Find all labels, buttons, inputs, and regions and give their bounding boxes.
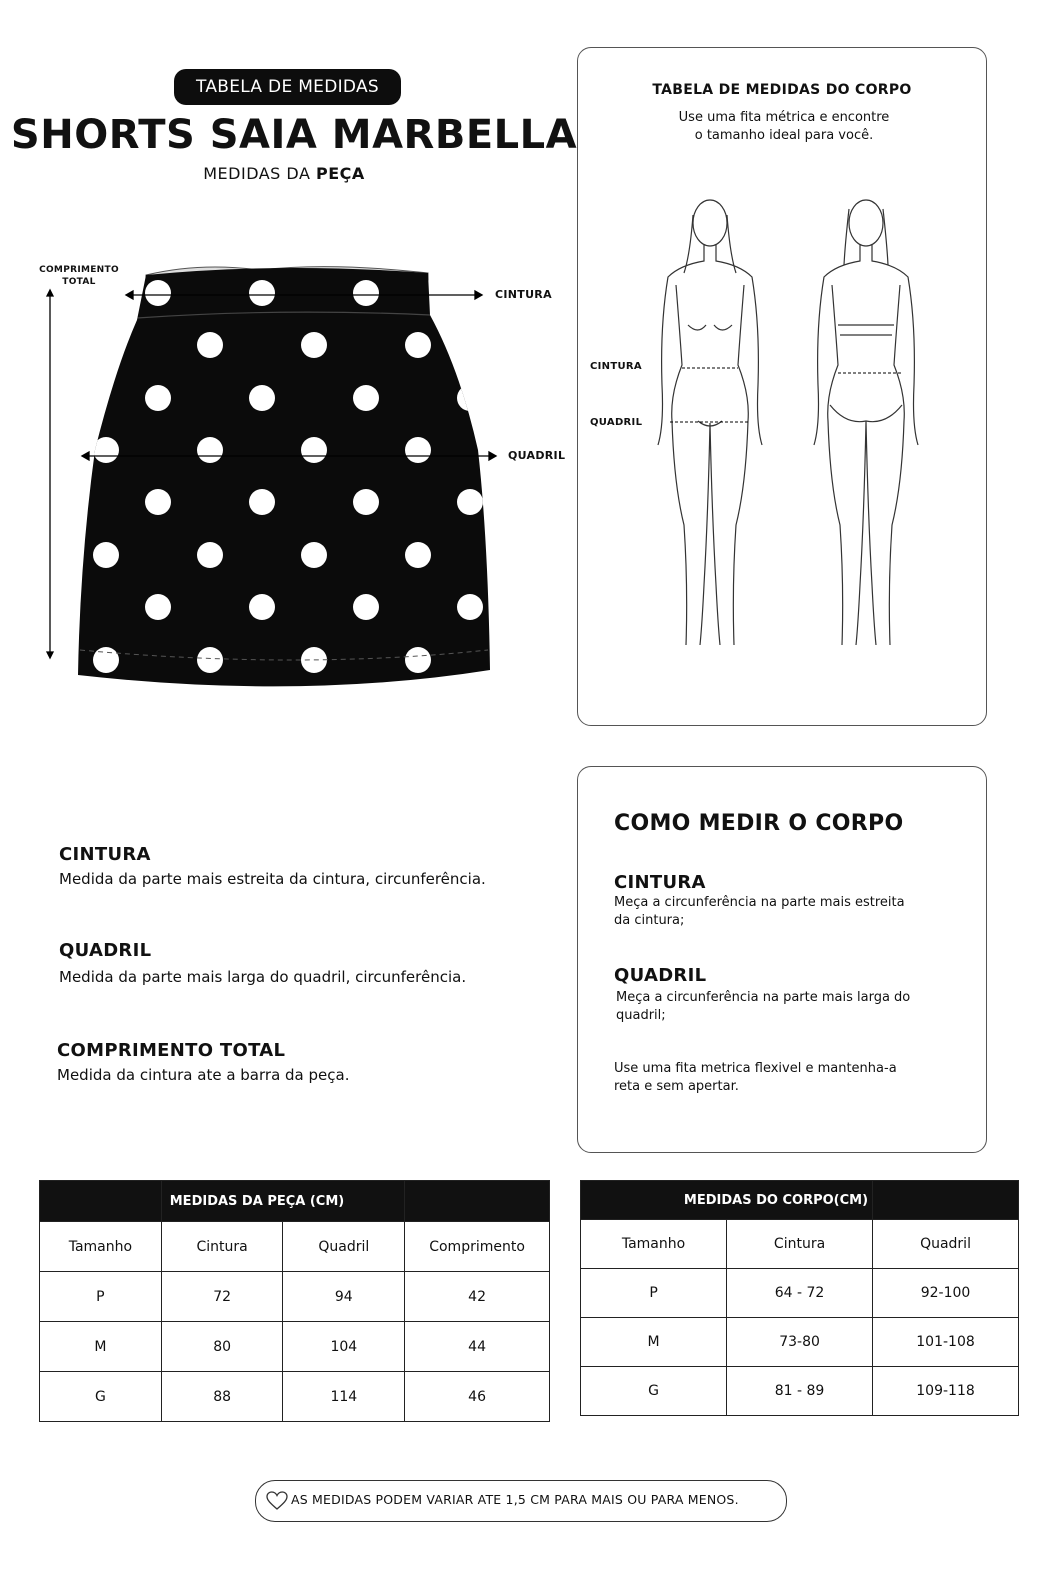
heart-icon	[266, 1491, 288, 1511]
length-label-line2: TOTAL	[62, 277, 96, 287]
table-cell: P	[40, 1272, 162, 1322]
skirt-illustration	[0, 250, 580, 710]
page-subtitle	[0, 164, 568, 183]
body-card-line2: o tamanho ideal para você.	[694, 128, 874, 143]
hip-label: QUADRIL	[508, 449, 566, 462]
table-row	[581, 1269, 1019, 1318]
table-cell: M	[40, 1322, 162, 1372]
table-cell: G	[581, 1367, 727, 1416]
body-card-line1: Use uma fita métrica e encontre	[678, 110, 890, 125]
length-label-line1: COMPRIMENTO	[39, 265, 119, 275]
table-cell: 81 - 89	[727, 1367, 873, 1416]
how-to-waist-title: CINTURA	[614, 872, 706, 893]
page-title: SHORTS SAIA MARBELLA	[10, 112, 578, 158]
table-cell: 46	[405, 1372, 550, 1422]
how-to-title: COMO MEDIR O CORPO	[614, 811, 904, 836]
body-hip-label: QUADRIL	[590, 417, 643, 428]
header-badge: TABELA DE MEDIDAS	[174, 69, 401, 105]
table-cell: 92-100	[873, 1269, 1019, 1318]
how-to-hip-line2: quadril;	[616, 1008, 666, 1023]
table-row	[40, 1322, 550, 1372]
how-to-tip-line2: reta e sem apertar.	[614, 1079, 739, 1094]
def-hip-text: Medida da parte mais larga do quadril, circunferência.	[59, 968, 467, 986]
subtitle-prefix: MEDIDAS DA	[203, 164, 316, 183]
table-cell: M	[581, 1318, 727, 1367]
def-length-text: Medida da cintura ate a barra da peça.	[57, 1066, 350, 1084]
table-cell: 73-80	[727, 1318, 873, 1367]
waist-label: CINTURA	[495, 288, 552, 301]
table-row	[40, 1372, 550, 1422]
how-to-hip-line1: Meça a circunferência na parte mais larga do	[616, 990, 911, 1005]
table-cell: 88	[161, 1372, 283, 1422]
footer-note-text: AS MEDIDAS PODEM VARIAR ATE 1,5 CM PARA MAIS OU PARA MENOS.	[291, 1492, 739, 1507]
def-hip-title: QUADRIL	[59, 940, 152, 961]
def-waist-text: Medida da parte mais estreita da cintura, circunferência.	[59, 870, 486, 888]
body-card-title: TABELA DE MEDIDAS DO CORPO	[652, 82, 912, 98]
piece-table-header-row	[40, 1222, 550, 1272]
how-to-waist-line1: Meça a circunferência na parte mais estreita	[614, 895, 905, 910]
table-cell: 72	[161, 1272, 283, 1322]
body-waist-label: CINTURA	[590, 361, 642, 372]
table-cell: 114	[283, 1372, 405, 1422]
table-header-cell: Tamanho	[40, 1222, 162, 1272]
table-cell: 101-108	[873, 1318, 1019, 1367]
table-header-cell: Cintura	[161, 1222, 283, 1272]
table-cell: 94	[283, 1272, 405, 1322]
table-row	[581, 1367, 1019, 1416]
table-header-cell: Quadril	[873, 1220, 1019, 1269]
piece-table-title: MEDIDAS DA PEÇA (CM)	[161, 1181, 404, 1222]
body-table-title-row	[581, 1181, 1019, 1220]
def-length-title: COMPRIMENTO TOTAL	[57, 1040, 286, 1061]
table-cell: 64 - 72	[727, 1269, 873, 1318]
table-header-cell: Comprimento	[405, 1222, 550, 1272]
subtitle-bold: PEÇA	[315, 164, 365, 183]
footer-note	[255, 1480, 787, 1522]
length-label	[38, 264, 120, 288]
body-figure-illustration	[640, 185, 940, 665]
def-waist-title: CINTURA	[59, 844, 151, 865]
how-to-tip-line1: Use uma fita metrica flexivel e mantenha-a	[614, 1061, 897, 1076]
how-to-waist-line2: da cintura;	[614, 913, 685, 928]
how-to-hip-title: QUADRIL	[614, 965, 707, 986]
body-table-header-row	[581, 1220, 1019, 1269]
table-row	[581, 1318, 1019, 1367]
piece-table-title-row	[40, 1181, 550, 1222]
table-cell: 42	[405, 1272, 550, 1322]
table-cell: 44	[405, 1322, 550, 1372]
body-table-title: MEDIDAS DO CORPO(CM)	[581, 1181, 873, 1220]
piece-measurements-table	[39, 1180, 550, 1422]
body-measurements-table	[580, 1180, 1019, 1416]
table-row	[40, 1272, 550, 1322]
table-cell: P	[581, 1269, 727, 1318]
table-header-cell: Quadril	[283, 1222, 405, 1272]
table-cell: 80	[161, 1322, 283, 1372]
table-cell: 104	[283, 1322, 405, 1372]
table-header-cell: Tamanho	[581, 1220, 727, 1269]
table-cell: G	[40, 1372, 162, 1422]
table-header-cell: Cintura	[727, 1220, 873, 1269]
table-cell: 109-118	[873, 1367, 1019, 1416]
